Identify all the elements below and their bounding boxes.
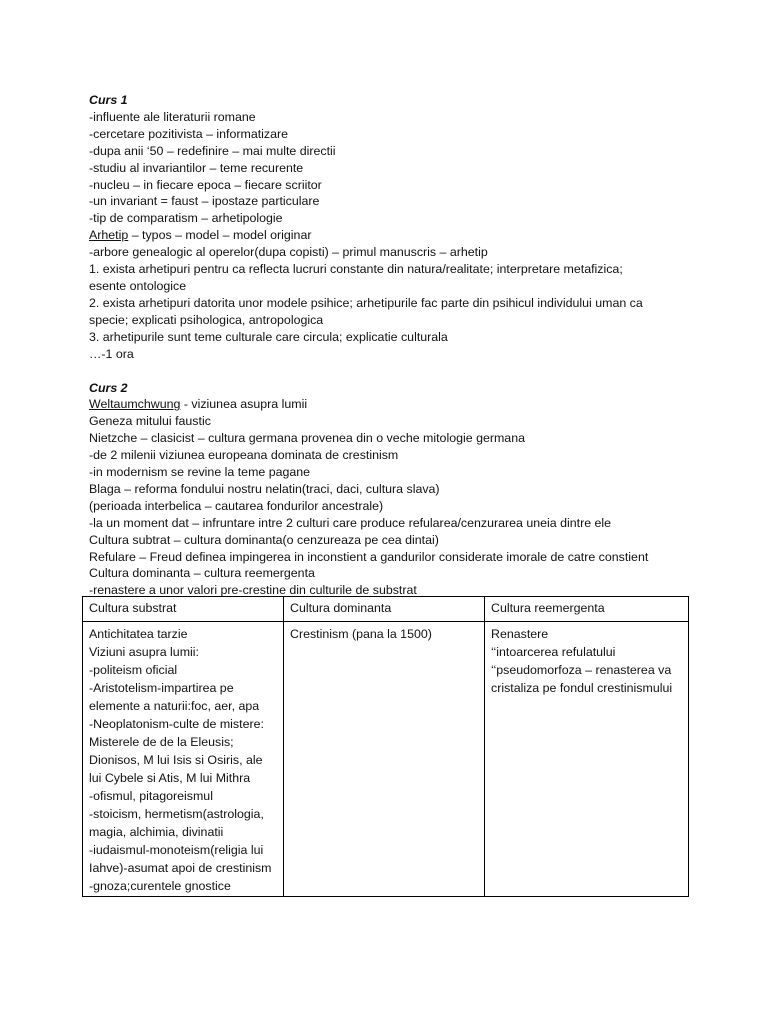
text-line: esente ontologice (89, 278, 187, 293)
culture-table (82, 596, 689, 897)
cell-line: -Neoplatonism-culte de mistere: (89, 717, 264, 731)
text-line: 1. exista arhetipuri pentru ca reflecta lucruri constante din natura/realitate; interpretare metafizica; (89, 262, 623, 277)
table-row (83, 622, 689, 897)
text-line: Geneza mitului faustic (89, 414, 211, 429)
text-line: Nietzche – clasicist – cultura germana provenea din o veche mitologie germana (89, 431, 525, 446)
text-line: -tip de comparatism – arhetipologie (89, 211, 283, 226)
curs1-lines (89, 109, 689, 227)
curs2-lines (89, 413, 689, 599)
document-body (89, 92, 689, 599)
text-line: -un invariant = faust – ipostaze particulare (89, 194, 320, 209)
text-line: -in modernism se revine la teme pagane (89, 465, 311, 480)
cell-line: Iahve)-asumat apoi de crestinism (89, 861, 272, 875)
curs1-lines-2 (89, 244, 689, 362)
text-line: -arbore genealogic al operelor(dupa copisti) – primul manuscris – arhetip (89, 245, 488, 260)
cell-cultura-substrat (83, 622, 284, 897)
text-line: Blaga – reforma fondului nostru nelatin(traci, daci, cultura slava) (89, 481, 440, 496)
cell-line: Renastere (491, 627, 549, 641)
cell-line: cristaliza pe fondul crestinismului (491, 681, 673, 695)
text-line: Refulare – Freud definea impingerea in inconstient a gandurilor considerate imorale de catre constient (89, 549, 649, 564)
table-header-row (83, 597, 689, 622)
weltaum-term: Weltaumchwung (89, 397, 181, 412)
text-line: -la un moment dat – infruntare intre 2 culturi care produce refularea/cenzurarea uneia dintre ele (89, 515, 612, 530)
cell-cultura-reemergenta (485, 622, 689, 897)
arhetip-definition (89, 227, 689, 244)
text-line: specie; explicati psihologica, antropologica (89, 312, 324, 327)
cell-line: Misterele de de la Eleusis; (89, 735, 234, 749)
cell-line: -ofismul, pitagoreismul (89, 789, 213, 803)
arhetip-term: Arhetip (89, 228, 129, 243)
text-line: -influente ale literaturii romane (89, 109, 256, 124)
cell-line: -gnoza;curentele gnostice (89, 879, 231, 893)
text-line: -studiu al invariantilor – teme recurente (89, 160, 304, 175)
cell-line: Crestinism (pana la 1500) (290, 627, 432, 641)
arhetip-definition-text: – typos – model – model originar (128, 228, 312, 243)
text-line: Cultura subtrat – cultura dominanta(o cenzureaza pe cea dintai) (89, 532, 439, 547)
text-line: (perioada interbelica – cautarea fondurilor ancestrale) (89, 498, 384, 513)
cell-line: -stoicism, hermetism(astrologia, (89, 807, 264, 821)
text-line: -de 2 milenii viziunea europeana dominata de crestinism (89, 448, 399, 463)
weltaum-definition (89, 396, 689, 413)
section-spacer (89, 363, 689, 380)
curs1-title: Curs 1 (89, 93, 128, 107)
text-line: -cercetare pozitivista – informatizare (89, 126, 289, 141)
cell-line: lui Cybele si Atis, M lui Mithra (89, 771, 251, 785)
cell-line: -iudaismul-monoteism(religia lui (89, 843, 264, 857)
header-cultura-substrat: Cultura substrat (83, 597, 284, 622)
cell-line: ‘‘pseudomorfoza – renasterea va (491, 663, 672, 677)
header-cultura-dominanta: Cultura dominanta (284, 597, 485, 622)
cell-line: -politeism oficial (89, 663, 178, 677)
text-line: Cultura dominanta – cultura reemergenta (89, 566, 315, 581)
cell-line: -Aristotelism-impartirea pe (89, 681, 234, 695)
curs2-title: Curs 2 (89, 380, 128, 395)
cell-line: Viziuni asupra lumii: (89, 645, 199, 659)
header-cultura-reemergenta: Cultura reemergenta (485, 597, 689, 622)
text-line: -renastere a unor valori pre-crestine din culturile de substrat (89, 583, 417, 598)
text-line: 2. exista arhetipuri datorita unor modele psihice; arhetipurile fac parte din psihicul individului uman ca (89, 295, 643, 310)
weltaum-definition-text: - viziunea asupra lumii (180, 397, 308, 412)
text-line: -nucleu – in fiecare epoca – fiecare scriitor (89, 177, 322, 192)
cell-line: elemente a naturii:foc, aer, apa (89, 699, 260, 713)
cell-line: Antichitatea tarzie (89, 627, 188, 641)
cell-line: Dionisos, M lui Isis si Osiris, ale (89, 753, 263, 767)
cell-cultura-dominanta (284, 622, 485, 897)
text-line: 3. arhetipurile sunt teme culturale care circula; explicatie culturala (89, 329, 448, 344)
text-line: …-1 ora (89, 346, 134, 361)
text-line: -dupa anii ‘50 – redefinire – mai multe directii (89, 143, 336, 158)
cell-line: ‘‘intoarcerea refulatului (491, 645, 616, 659)
cell-line: magia, alchimia, divinatii (89, 825, 224, 839)
